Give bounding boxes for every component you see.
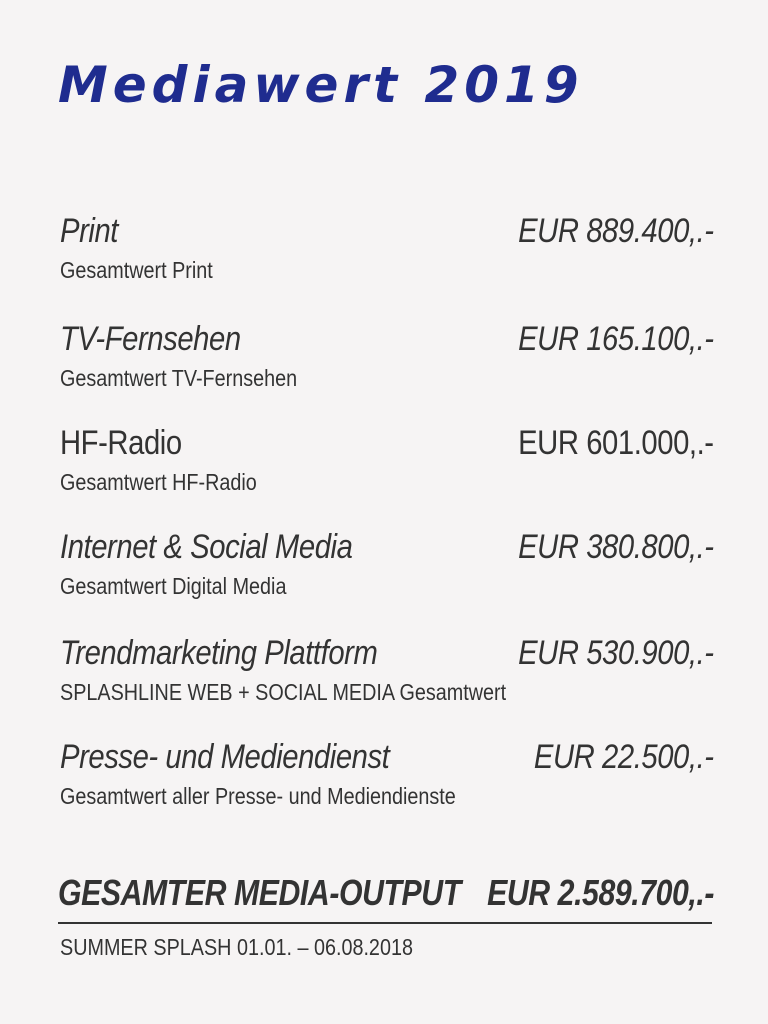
item-subtitle: Gesamtwert aller Presse- und Mediendienste [60, 783, 456, 809]
item-main-line [60, 528, 714, 567]
item-subtitle: Gesamtwert Digital Media [60, 573, 287, 599]
item-main-line [60, 320, 714, 359]
item-amount: EUR 601.000,.- [518, 424, 714, 462]
item-internet [60, 528, 714, 600]
item-tv [60, 320, 714, 392]
item-label: Internet & Social Media [60, 528, 353, 566]
total-underline [58, 922, 712, 924]
item-main-line [60, 634, 714, 673]
item-subtitle: Gesamtwert TV-Fernsehen [60, 365, 298, 391]
item-presse [60, 738, 714, 810]
footer-note: SUMMER SPLASH 01.01. – 06.08.2018 [60, 934, 413, 960]
item-trendmarketing [60, 634, 714, 706]
page-title: Mediawert 2019 [58, 56, 584, 114]
item-label: HF-Radio [60, 424, 182, 462]
item-subtitle: SPLASHLINE WEB + SOCIAL MEDIA Gesamtwert [60, 679, 507, 705]
item-amount: EUR 530.900,.- [518, 634, 714, 672]
item-subtitle: Gesamtwert HF-Radio [60, 469, 257, 495]
item-amount: EUR 380.800,.- [518, 528, 714, 566]
item-label: Print [60, 212, 118, 250]
item-amount: EUR 22.500,.- [533, 738, 714, 776]
item-label: Trendmarketing Plattform [60, 634, 378, 672]
item-main-line [60, 738, 714, 777]
item-subtitle: Gesamtwert Print [60, 257, 213, 283]
item-radio [60, 424, 714, 496]
total-label: GESAMTER MEDIA-OUTPUT [58, 872, 461, 913]
item-main-line [60, 212, 714, 251]
item-print [60, 212, 714, 284]
item-main-line [60, 424, 714, 463]
item-amount: EUR 165.100,.- [518, 320, 714, 358]
item-label: TV-Fernsehen [60, 320, 241, 358]
item-label: Presse- und Mediendienst [60, 738, 390, 776]
total-amount: EUR 2.589.700,.- [487, 872, 715, 913]
total-row [58, 872, 714, 914]
total-line [58, 872, 714, 914]
item-amount: EUR 889.400,.- [518, 212, 714, 250]
